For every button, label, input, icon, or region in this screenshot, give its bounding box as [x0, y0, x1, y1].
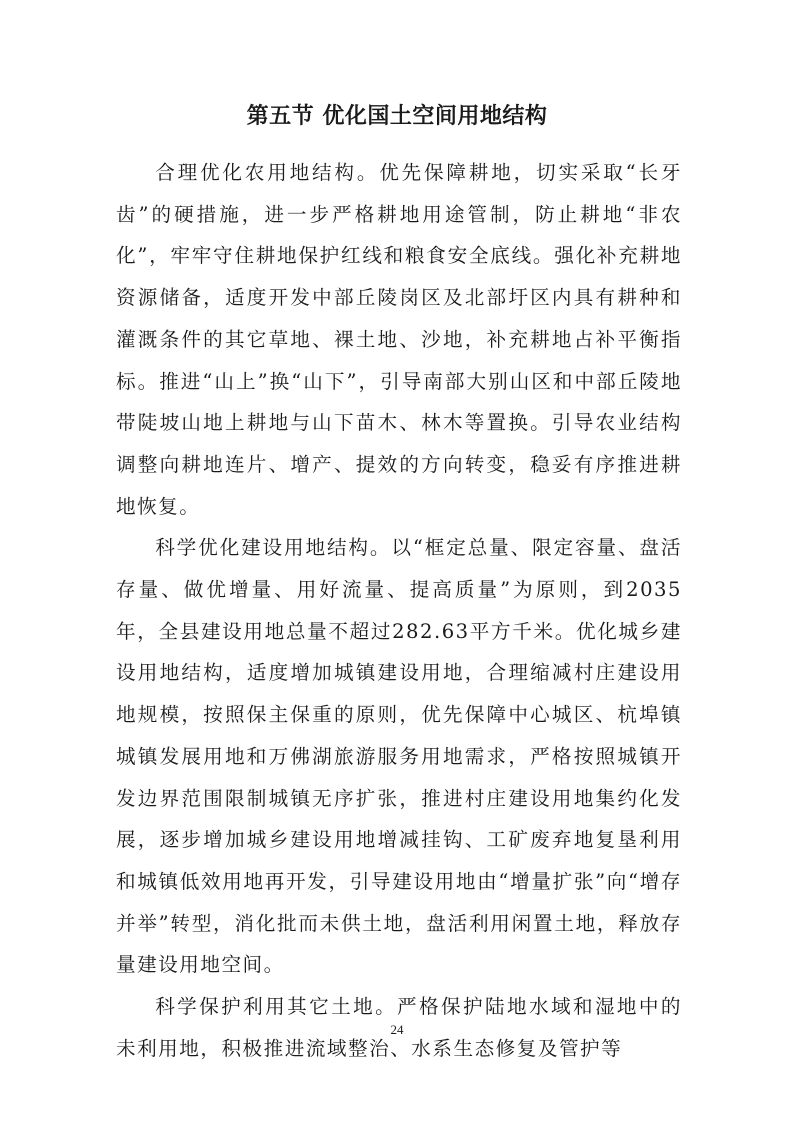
body-text: [116, 152, 682, 1069]
paragraph-construction-land: 科学优化建设用地结构。以“框定总量、限定容量、盘活存量、做优增量、用好流量、提高质量”为原则，到2035年，全县建设用地总量不超过282.63平方千米。优化城乡建设用地结构，适度增加城镇建设用地，合理缩减村庄建设用地规模，按照保主保重的原则，优先保障中心城区、杭埠镇城镇发展用地和万佛湖旅游服务用地需求，严格按照城镇开发边界范围限制城镇无序扩张，推进村庄建设用地集约化发展，逐步增加城乡建设用地增减挂钩、工矿废弃地复垦利用和城镇低效用地再开发，引导建设用地由“增量扩张”向“增存并举”转型，消化批而未供土地，盘活利用闲置土地，释放存量建设用地空间。: [116, 536, 682, 977]
paragraph-farmland: 合理优化农用地结构。优先保障耕地，切实采取“长牙齿”的硬措施，进一步严格耕地用途管制，防止耕地“非农化”，牢牢守住耕地保护红线和粮食安全底线。强化补充耕地资源储备，适度开发中部丘陵岗区及北部圩区内具有耕种和灌溉条件的其它草地、裸土地、沙地，补充耕地占补平衡指标。推进“山上”换“山下”，引导南部大别山区和中部丘陵地带陡坡山地上耕地与山下苗木、林木等置换。引导农业结构调整向耕地连片、增产、提效的方向转变，稳妥有序推进耕地恢复。: [116, 161, 682, 518]
page-number: 24: [390, 1022, 404, 1037]
paragraph-other-land: 科学保护利用其它土地。严格保护陆地水域和湿地中的未利用地，积极推进流域整治、水系生态修复及管护等: [116, 995, 682, 1060]
section-title: 第五节 优化国土空间用地结构: [246, 104, 548, 129]
